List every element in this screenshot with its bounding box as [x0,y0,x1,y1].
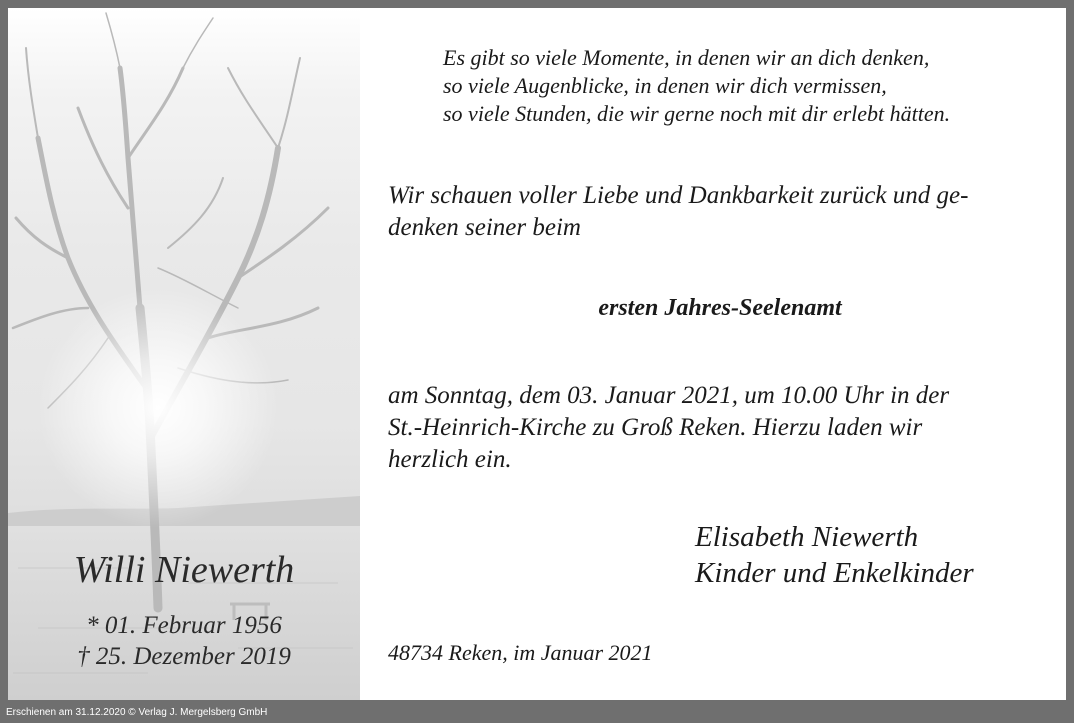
obituary-card [8,8,1066,700]
memorial-poem [443,44,950,128]
birth-date: * 01. Februar 1956 [86,612,282,639]
poem-line: so viele Stunden, die wir gerne noch mit dir erlebt hätten. [443,101,951,126]
details-line: am Sonntag, dem 03. Januar 2021, um 10.00 Uhr in der [388,382,950,409]
poem-line: so viele Augenblicke, in denen wir dich vermissen, [443,73,887,98]
intro-line: Wir schauen voller Liebe und Dankbarkeit zurück und ge- [388,182,969,209]
intro-line: denken seiner beim [388,214,581,241]
details-line: herzlich ein. [388,446,512,473]
place-date: 48734 Reken, im Januar 2021 [388,640,653,665]
intro-paragraph [388,180,968,244]
details-line: St.-Heinrich-Kirche zu Groß Reken. Hierzu laden wir [388,414,923,441]
life-dates [8,610,360,672]
event-title: ersten Jahres-Seelenamt [598,295,842,321]
mourner-line: Elisabeth Niewerth [695,521,919,553]
mourners-signature [695,519,974,591]
poem-line: Es gibt so viele Momente, in denen wir an dich denken, [443,45,930,70]
mourner-line: Kinder und Enkelkinder [695,557,974,589]
tree-photo [8,8,360,700]
death-date: † 25. Dezember 2019 [77,643,291,670]
event-details [388,380,949,476]
publication-footer: Erschienen am 31.12.2020 © Verlag J. Mergelsberg GmbH [6,707,268,718]
tree-image [8,8,360,700]
deceased-name: Willi Niewerth [73,549,295,591]
